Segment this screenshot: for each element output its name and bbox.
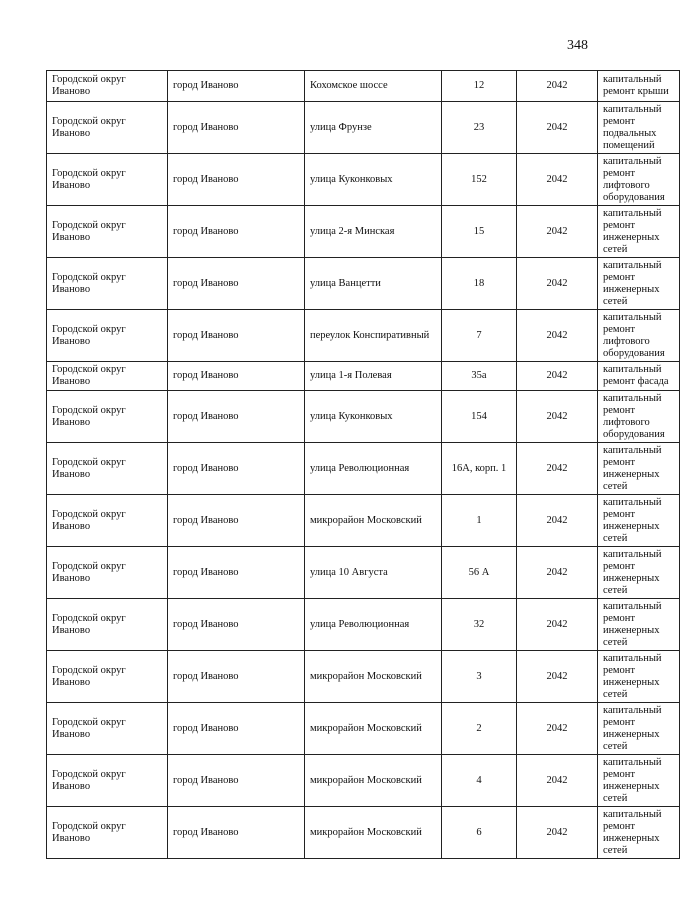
year-cell: 2042 bbox=[517, 599, 598, 651]
okrug-cell: Городской округ Иваново bbox=[47, 807, 168, 859]
work-type-cell: капитальный ремонт инженерных сетей bbox=[598, 443, 680, 495]
street-cell: улица Революционная bbox=[305, 443, 442, 495]
house-cell: 56 А bbox=[442, 547, 517, 599]
okrug-cell: Городской округ Иваново bbox=[47, 547, 168, 599]
table-row bbox=[47, 102, 680, 154]
year-cell: 2042 bbox=[517, 807, 598, 859]
city-cell: город Иваново bbox=[168, 651, 305, 703]
house-cell: 154 bbox=[442, 391, 517, 443]
street-cell: микрорайон Московский bbox=[305, 755, 442, 807]
year-cell: 2042 bbox=[517, 102, 598, 154]
city-cell: город Иваново bbox=[168, 755, 305, 807]
street-cell: улица 2-я Минская bbox=[305, 206, 442, 258]
work-type-cell: капитальный ремонт лифтового оборудования bbox=[598, 310, 680, 362]
year-cell: 2042 bbox=[517, 495, 598, 547]
work-type-cell: капитальный ремонт лифтового оборудования bbox=[598, 154, 680, 206]
city-cell: город Иваново bbox=[168, 258, 305, 310]
house-cell: 7 bbox=[442, 310, 517, 362]
table-row bbox=[47, 206, 680, 258]
street-cell: улица Фрунзе bbox=[305, 102, 442, 154]
city-cell: город Иваново bbox=[168, 599, 305, 651]
work-type-cell: капитальный ремонт инженерных сетей bbox=[598, 703, 680, 755]
okrug-cell: Городской округ Иваново bbox=[47, 599, 168, 651]
okrug-cell: Городской округ Иваново bbox=[47, 391, 168, 443]
street-cell: улица Куконковых bbox=[305, 391, 442, 443]
okrug-cell: Городской округ Иваново bbox=[47, 703, 168, 755]
work-type-cell: капитальный ремонт инженерных сетей bbox=[598, 651, 680, 703]
city-cell: город Иваново bbox=[168, 807, 305, 859]
city-cell: город Иваново bbox=[168, 547, 305, 599]
city-cell: город Иваново bbox=[168, 391, 305, 443]
okrug-cell: Городской округ Иваново bbox=[47, 362, 168, 391]
table-row bbox=[47, 807, 680, 859]
okrug-cell: Городской округ Иваново bbox=[47, 310, 168, 362]
table-row bbox=[47, 362, 680, 391]
year-cell: 2042 bbox=[517, 71, 598, 102]
work-type-cell: капитальный ремонт инженерных сетей bbox=[598, 206, 680, 258]
city-cell: город Иваново bbox=[168, 206, 305, 258]
table-row bbox=[47, 391, 680, 443]
table-row bbox=[47, 703, 680, 755]
year-cell: 2042 bbox=[517, 258, 598, 310]
work-type-cell: капитальный ремонт инженерных сетей bbox=[598, 258, 680, 310]
year-cell: 2042 bbox=[517, 206, 598, 258]
city-cell: город Иваново bbox=[168, 362, 305, 391]
street-cell: улица Ванцетти bbox=[305, 258, 442, 310]
table-row bbox=[47, 599, 680, 651]
table-row bbox=[47, 71, 680, 102]
year-cell: 2042 bbox=[517, 547, 598, 599]
work-type-cell: капитальный ремонт инженерных сетей bbox=[598, 807, 680, 859]
work-type-cell: капитальный ремонт крыши bbox=[598, 71, 680, 102]
okrug-cell: Городской округ Иваново bbox=[47, 71, 168, 102]
work-type-cell: капитальный ремонт инженерных сетей bbox=[598, 599, 680, 651]
city-cell: город Иваново bbox=[168, 703, 305, 755]
work-type-cell: капитальный ремонт фасада bbox=[598, 362, 680, 391]
okrug-cell: Городской округ Иваново bbox=[47, 154, 168, 206]
year-cell: 2042 bbox=[517, 651, 598, 703]
okrug-cell: Городской округ Иваново bbox=[47, 206, 168, 258]
house-cell: 35а bbox=[442, 362, 517, 391]
street-cell: микрорайон Московский bbox=[305, 651, 442, 703]
house-cell: 3 bbox=[442, 651, 517, 703]
year-cell: 2042 bbox=[517, 703, 598, 755]
table-row bbox=[47, 154, 680, 206]
table-row bbox=[47, 310, 680, 362]
street-cell: улица Революционная bbox=[305, 599, 442, 651]
house-cell: 12 bbox=[442, 71, 517, 102]
page-number: 348 bbox=[567, 38, 588, 53]
house-cell: 6 bbox=[442, 807, 517, 859]
street-cell: Кохомское шоссе bbox=[305, 71, 442, 102]
house-cell: 152 bbox=[442, 154, 517, 206]
house-cell: 23 bbox=[442, 102, 517, 154]
city-cell: город Иваново bbox=[168, 71, 305, 102]
street-cell: улица 10 Августа bbox=[305, 547, 442, 599]
city-cell: город Иваново bbox=[168, 102, 305, 154]
city-cell: город Иваново bbox=[168, 443, 305, 495]
okrug-cell: Городской округ Иваново bbox=[47, 495, 168, 547]
street-cell: микрорайон Московский bbox=[305, 703, 442, 755]
work-type-cell: капитальный ремонт лифтового оборудования bbox=[598, 391, 680, 443]
year-cell: 2042 bbox=[517, 154, 598, 206]
work-type-cell: капитальный ремонт инженерных сетей bbox=[598, 547, 680, 599]
work-type-cell: капитальный ремонт инженерных сетей bbox=[598, 495, 680, 547]
table-row bbox=[47, 755, 680, 807]
table-row bbox=[47, 258, 680, 310]
okrug-cell: Городской округ Иваново bbox=[47, 102, 168, 154]
table-row bbox=[47, 495, 680, 547]
street-cell: микрорайон Московский bbox=[305, 807, 442, 859]
house-cell: 2 bbox=[442, 703, 517, 755]
house-cell: 1 bbox=[442, 495, 517, 547]
okrug-cell: Городской округ Иваново bbox=[47, 651, 168, 703]
house-cell: 18 bbox=[442, 258, 517, 310]
okrug-cell: Городской округ Иваново bbox=[47, 443, 168, 495]
house-cell: 15 bbox=[442, 206, 517, 258]
table-row bbox=[47, 651, 680, 703]
okrug-cell: Городской округ Иваново bbox=[47, 755, 168, 807]
house-cell: 16А, корп. 1 bbox=[442, 443, 517, 495]
street-cell: улица 1-я Полевая bbox=[305, 362, 442, 391]
year-cell: 2042 bbox=[517, 391, 598, 443]
street-cell: переулок Конспиративный bbox=[305, 310, 442, 362]
city-cell: город Иваново bbox=[168, 310, 305, 362]
house-cell: 32 bbox=[442, 599, 517, 651]
year-cell: 2042 bbox=[517, 362, 598, 391]
city-cell: город Иваново bbox=[168, 495, 305, 547]
table-row bbox=[47, 547, 680, 599]
year-cell: 2042 bbox=[517, 443, 598, 495]
table-row bbox=[47, 443, 680, 495]
work-type-cell: капитальный ремонт инженерных сетей bbox=[598, 755, 680, 807]
street-cell: микрорайон Московский bbox=[305, 495, 442, 547]
repair-schedule-table bbox=[46, 70, 680, 859]
work-type-cell: капитальный ремонт подвальных помещений bbox=[598, 102, 680, 154]
year-cell: 2042 bbox=[517, 755, 598, 807]
street-cell: улица Куконковых bbox=[305, 154, 442, 206]
okrug-cell: Городской округ Иваново bbox=[47, 258, 168, 310]
year-cell: 2042 bbox=[517, 310, 598, 362]
house-cell: 4 bbox=[442, 755, 517, 807]
city-cell: город Иваново bbox=[168, 154, 305, 206]
table-body bbox=[47, 71, 680, 859]
